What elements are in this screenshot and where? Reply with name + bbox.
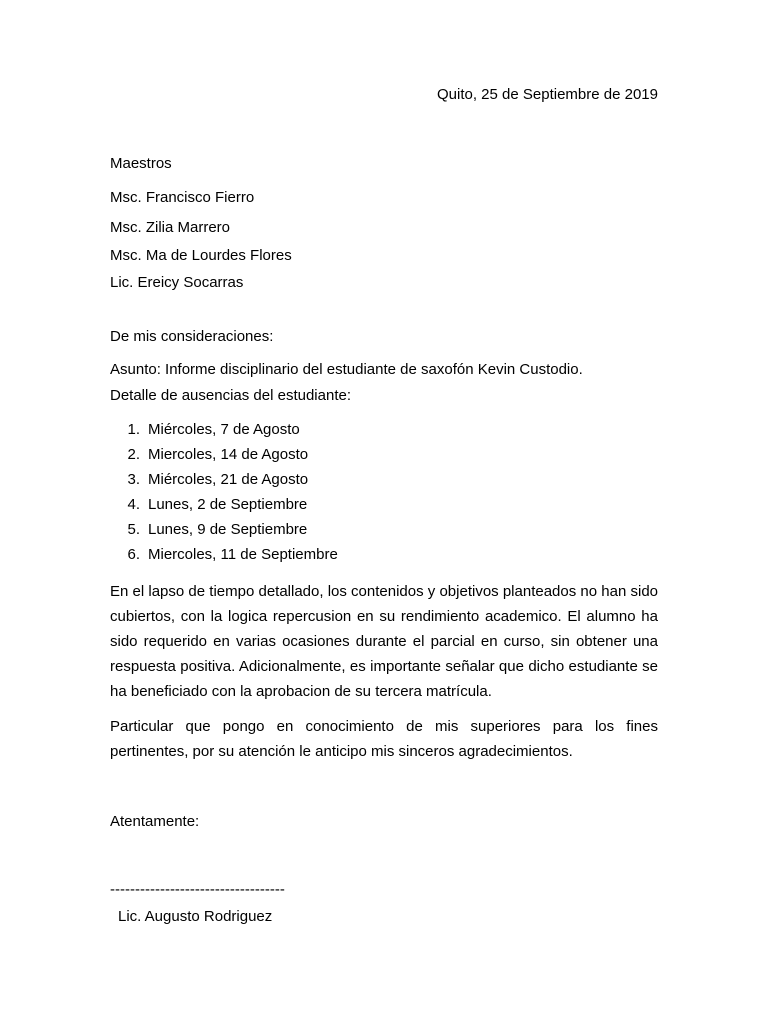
recipient-name: Msc. Francisco Fierro [110,189,255,206]
list-item [110,520,338,545]
list-item [110,470,338,495]
absences-list [110,420,338,570]
list-item-number: 5. [127,521,140,538]
signer-name: Lic. Augusto Rodriguez [118,908,273,925]
list-item-number: 3. [127,471,140,488]
list-item-text: Lunes, 9 de Septiembre [148,521,308,538]
closing-text: Atentamente: [110,813,200,830]
recipient-name: Msc. Zilia Marrero [110,219,231,236]
list-item [110,420,338,445]
list-item-number: 1. [127,421,140,438]
list-item-number: 6. [127,546,140,563]
body-paragraph-1: En el lapso de tiempo detallado, los contenidos y objetivos planteados no han sido cubiertos, con la logica repercusion en su rendimiento academico. El alumno ha sido requerido en varias ocasiones durante el parcial en curso, sin obtener una respuesta positiva. Adicionalmente, es importante señalar que dicho estudiante se ha beneficiado con la aprobacion de su tercera matrícula. [110,583,658,700]
list-item-text: Lunes, 2 de Septiembre [148,496,308,513]
list-item-text: Miércoles, 21 de Agosto [148,471,309,488]
list-item [110,495,338,520]
subject-line: Asunto: Informe disciplinario del estudiante de saxofón Kevin Custodio. [110,361,583,378]
salutation: De mis consideraciones: [110,328,274,345]
list-item-text: Miercoles, 11 de Septiembre [148,546,338,563]
list-item-text: Miércoles, 7 de Agosto [148,421,300,438]
recipient-name: Lic. Ereicy Socarras [110,274,244,291]
list-item [110,445,338,470]
recipients-heading: Maestros [110,155,172,172]
body-paragraph-2: Particular que pongo en conocimiento de mis superiores para los fines pertinentes, por su atención le anticipo mis sinceros agradecimientos. [110,718,658,760]
absences-intro: Detalle de ausencias del estudiante: [110,387,351,404]
list-item-text: Miercoles, 14 de Agosto [148,446,309,463]
list-item [110,545,338,570]
list-item-number: 4. [127,496,140,513]
list-item-number: 2. [127,446,140,463]
recipient-name: Msc. Ma de Lourdes Flores [110,247,292,264]
signature-line: ----------------------------------- [110,881,285,898]
letter-date: Quito, 25 de Septiembre de 2019 [437,86,658,103]
